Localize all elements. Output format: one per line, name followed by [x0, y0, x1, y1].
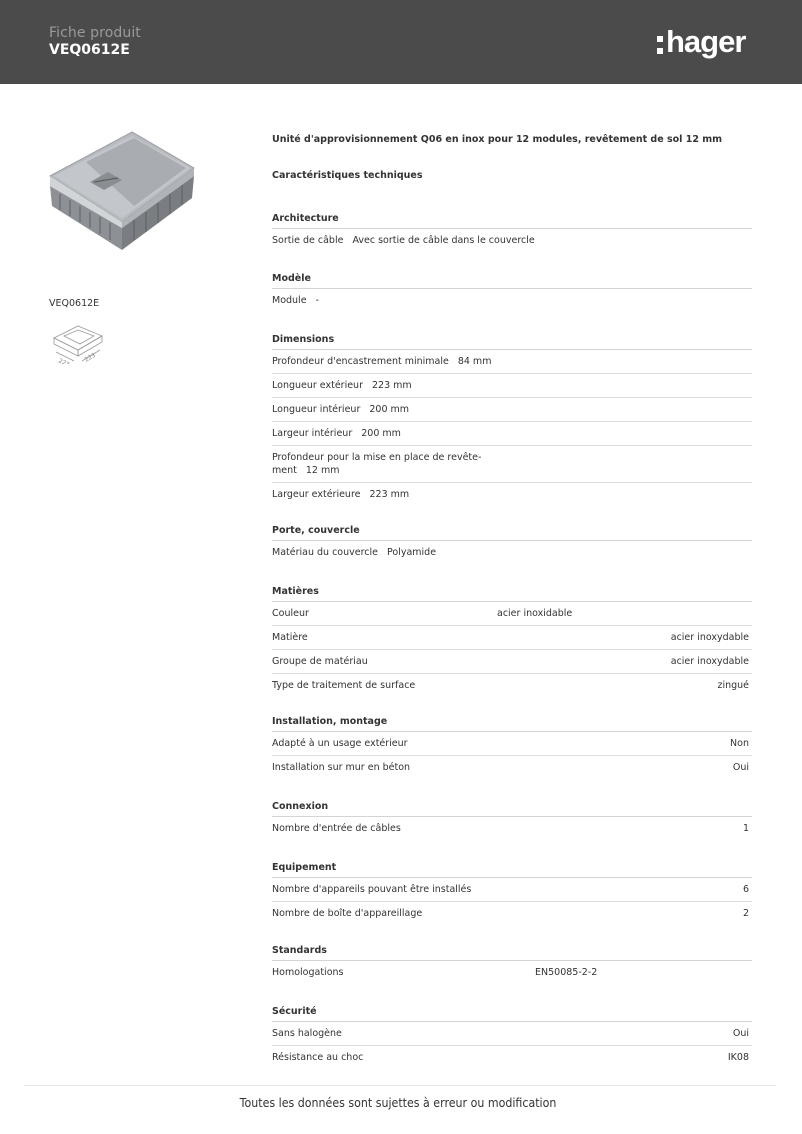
- spec-value: 223 mm: [369, 489, 410, 500]
- section-title: Equipement: [272, 861, 752, 878]
- spec-value: 2: [742, 908, 749, 919]
- section-title: Modèle: [272, 272, 752, 289]
- spec-value: acier inoxydable: [670, 656, 749, 667]
- spec-value: 223 mm: [372, 380, 412, 391]
- footer-divider: [24, 1085, 776, 1086]
- spec-value: 12 mm: [305, 465, 340, 476]
- spec-label: Profondeur pour la mise en place de revête-: [272, 452, 482, 463]
- dimension-drawing: [50, 322, 106, 364]
- spec-label: Sans halogène: [272, 1028, 342, 1039]
- section-title: Matières: [272, 585, 752, 602]
- spec-value: Oui: [732, 1028, 749, 1039]
- spec-row: [272, 1046, 752, 1069]
- spec-value: zingué: [717, 680, 749, 691]
- spec-label: Profondeur d'encastrement minimale: [272, 356, 449, 367]
- spec-value: -: [315, 295, 319, 306]
- spec-label: Largeur intérieur: [272, 428, 353, 439]
- spec-value: Polyamide: [387, 547, 437, 558]
- spec-row: [272, 650, 752, 674]
- spec-value: Non: [730, 738, 749, 749]
- section-dimensions: [272, 333, 752, 506]
- spec-row: [272, 674, 752, 697]
- spec-row: [272, 902, 752, 925]
- spec-label: Installation sur mur en béton: [272, 762, 411, 773]
- section-installation-montage: [272, 715, 752, 779]
- spec-label-continuation: ment: [272, 465, 297, 476]
- spec-row: [272, 398, 752, 422]
- spec-label: Matière: [272, 632, 308, 643]
- spec-label: Matériau du couvercle: [272, 547, 378, 558]
- logo-text: hager: [666, 24, 746, 59]
- product-code-title: VEQ0612E: [49, 42, 130, 58]
- product-reference: VEQ0612E: [49, 298, 100, 309]
- logo-colon-icon: [657, 36, 663, 54]
- document-type-label: Fiche produit: [49, 25, 141, 41]
- spec-value: 200 mm: [369, 404, 410, 415]
- spec-label: Sortie de câble: [272, 235, 344, 246]
- spec-value: 6: [742, 884, 749, 895]
- spec-value: EN50085-2-2: [535, 967, 598, 978]
- spec-label: Homologations: [272, 967, 344, 978]
- spec-value: 84 mm: [457, 356, 492, 367]
- spec-row: [272, 961, 752, 984]
- product-description: Unité d'approvisionnement Q06 en inox pour 12 modules, revêtement de sol 12 mm: [272, 134, 723, 145]
- section-title: Standards: [272, 944, 752, 961]
- spec-row: [272, 1022, 752, 1046]
- spec-label: Résistance au choc: [272, 1052, 364, 1063]
- section-standards: [272, 944, 752, 984]
- footer-disclaimer: Toutes les données sont sujettes à erreur ou modification: [239, 1096, 557, 1110]
- spec-row: [272, 541, 752, 564]
- spec-row: [272, 446, 752, 483]
- section-matieres: [272, 585, 752, 697]
- section-modele: [272, 272, 752, 312]
- spec-row: [272, 374, 752, 398]
- section-title: Connexion: [272, 800, 752, 817]
- section-porte-couvercle: [272, 524, 752, 564]
- section-title: Sécurité: [272, 1005, 752, 1022]
- spec-label: Module: [272, 295, 307, 306]
- spec-value: 200 mm: [361, 428, 401, 439]
- spec-row: [272, 229, 752, 252]
- page-header: [0, 0, 802, 84]
- spec-row: [272, 732, 752, 756]
- spec-label: Longueur extérieur: [272, 380, 363, 391]
- spec-label: Groupe de matériau: [272, 656, 368, 667]
- section-title: Installation, montage: [272, 715, 752, 732]
- spec-label: Couleur: [272, 608, 309, 619]
- spec-label: Adapté à un usage extérieur: [272, 738, 408, 749]
- section-connexion: [272, 800, 752, 840]
- spec-row: [272, 483, 752, 506]
- spec-value: Oui: [732, 762, 749, 773]
- spec-value: acier inoxidable: [497, 608, 573, 619]
- technical-characteristics-heading: Caractéristiques techniques: [272, 170, 423, 181]
- spec-value: Avec sortie de câble dans le couvercle: [352, 235, 535, 246]
- section-title: Dimensions: [272, 333, 752, 350]
- section-title: Architecture: [272, 212, 752, 229]
- spec-label: Type de traitement de surface: [272, 680, 416, 691]
- product-photo: [46, 128, 196, 252]
- spec-label: Nombre d'appareils pouvant être installés: [272, 884, 472, 895]
- spec-label: Longueur intérieur: [272, 404, 361, 415]
- spec-row: [272, 878, 752, 902]
- section-architecture: [272, 212, 752, 252]
- spec-value: IK08: [727, 1052, 749, 1063]
- spec-row: [272, 422, 752, 446]
- spec-row: [272, 350, 752, 374]
- spec-label: Nombre d'entrée de câbles: [272, 823, 401, 834]
- section-title: Porte, couvercle: [272, 524, 752, 541]
- spec-row: [272, 626, 752, 650]
- dimension-label-a: 223: [57, 357, 71, 364]
- spec-row: [272, 289, 752, 312]
- hager-logo: [657, 22, 745, 62]
- dimension-label-b: 223: [83, 351, 97, 364]
- spec-value: 1: [742, 823, 749, 834]
- section-equipement: [272, 861, 752, 925]
- spec-row: [272, 756, 752, 779]
- spec-row: [272, 602, 752, 626]
- spec-row: [272, 817, 752, 840]
- spec-label: Largeur extérieure: [272, 489, 361, 500]
- spec-label: Nombre de boîte d'appareillage: [272, 908, 423, 919]
- section-securite: [272, 1005, 752, 1069]
- spec-value: acier inoxydable: [670, 632, 749, 643]
